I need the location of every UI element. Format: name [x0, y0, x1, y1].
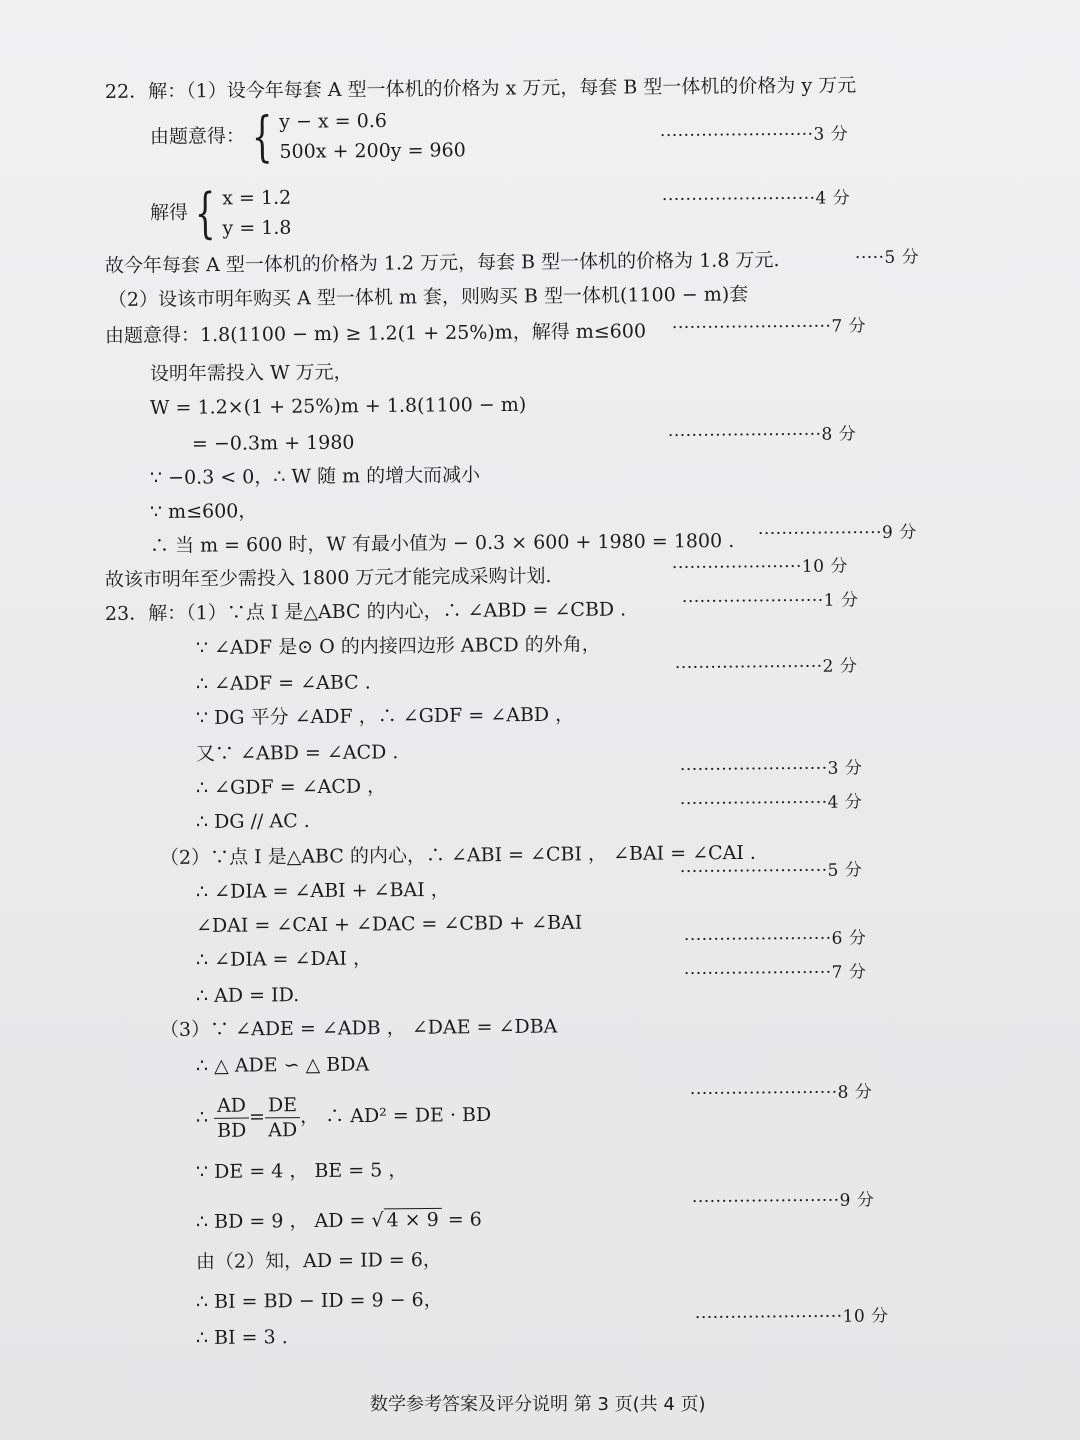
proportion-result: ， ∴ AD² = DE · BD	[300, 1103, 492, 1128]
page-footer: 数学参考答案及评分说明 第 3 页(共 4 页)	[370, 1394, 706, 1415]
q22-let-w: 设明年需投入 W 万元，	[149, 361, 353, 385]
equation-row: y = 1.8	[222, 216, 292, 240]
score-3: ·························3 分	[679, 758, 863, 780]
equation-row: x = 1.2	[222, 186, 292, 210]
score-9: ·····················9 分	[757, 522, 917, 544]
q22-part2-intro: （2）设该市明年购买 A 型一体机 m 套，则购买 B 型一体机(1100 − m)套	[107, 283, 749, 311]
q23-part3-intro: （3）∵ ∠ADE = ∠ADB ， ∠DAE = ∠DBA	[159, 1015, 558, 1041]
q23-parallel: ∴ DG // AC .	[195, 810, 310, 833]
equation-row: 500x + 200y = 960	[279, 139, 466, 163]
q22-part1-conclusion: 故今年每套 A 型一体机的价格为 1.2 万元，每套 B 型一体机的价格为 1.8 万元.	[104, 249, 780, 277]
equation-row: y − x = 0.6	[279, 109, 388, 133]
q23-proportion	[196, 1091, 492, 1143]
q22-equation-system-1	[150, 105, 466, 168]
q22-part1-intro: 22．解：（1）设今年每套 A 型一体机的价格为 x 万元，每套 B 型一体机的价格为 y 万元	[104, 74, 857, 103]
q22-inequality: 由题意得：1.8(1100 − m) ≥ 1.2(1 + 25%)m，解得 m≤600	[104, 320, 647, 347]
fraction-ad-bd	[214, 1094, 249, 1143]
q23-recall: 由（2）知，AD = ID = 6，	[195, 1248, 442, 1273]
denominator: BD	[217, 1119, 247, 1142]
q23-dia-dai: ∴ ∠DIA = ∠DAI ，	[195, 947, 373, 971]
q23-dai: ∠DAI = ∠CAI + ∠DAC = ∠CBD + ∠BAI	[195, 911, 583, 937]
q23-angle-eq: ∴ ∠ADF = ∠ABC .	[195, 671, 371, 695]
score-3: ··························3 分	[659, 124, 849, 146]
numerator: DE	[265, 1093, 300, 1118]
score-9: ·························9 分	[691, 1190, 875, 1212]
q23-ad-id: ∴ AD = ID.	[195, 984, 300, 1007]
score-8: ·························8 分	[689, 1082, 873, 1104]
numerator: AD	[214, 1094, 249, 1119]
score-10: ·························10 分	[694, 1306, 889, 1328]
score-4: ·························4 分	[679, 792, 863, 814]
q22-w-formula: W = 1.2×(1 + 25%)m + 1.8(1100 − m)	[149, 393, 527, 419]
q23-similar: ∴ △ ADE ∽ △ BDA	[195, 1053, 370, 1077]
q22-m-bound: ∵ m≤600，	[149, 500, 258, 523]
therefore-symbol: ∴	[195, 1106, 209, 1129]
score-5: ·························5 分	[679, 860, 863, 882]
system-label: 由题意得：	[149, 125, 246, 148]
q23-part1-intro: 23．解：（1）∵点 I 是△ABC 的内心，∴ ∠ABD = ∠CBD .	[104, 598, 627, 625]
q23-exterior-angle: ∵ ∠ADF 是⊙ O 的内接四边形 ABCD 的外角，	[195, 633, 601, 659]
radicand: 4 × 9	[383, 1208, 441, 1232]
left-brace: {	[251, 104, 273, 169]
bd-ad-text: ∴ BD = 9 ， AD = √	[195, 1209, 384, 1233]
score-10: ······················10 分	[671, 556, 849, 578]
q23-given-lengths: ∵ DE = 4 ， BE = 5 ，	[195, 1159, 408, 1183]
q23-part2-intro: （2）∵点 I 是△ABC 的内心，∴ ∠ABI = ∠CBI ， ∠BAI = ∠CAI .	[159, 841, 756, 869]
denominator: AD	[268, 1119, 298, 1142]
ad-result: = 6	[441, 1208, 482, 1231]
q23-dia: ∴ ∠DIA = ∠ABI + ∠BAI ，	[195, 878, 450, 903]
q22-w-simplified: = −0.3m + 1980	[191, 431, 355, 455]
score-4: ··························4 分	[661, 188, 851, 210]
equals-sign: =	[249, 1105, 266, 1129]
score-7: ···························7 分	[671, 316, 867, 338]
score-2: ·························2 分	[674, 656, 858, 678]
q22-conclusion: 故该市明年至少需投入 1800 万元才能完成采购计划.	[104, 565, 552, 591]
q23-inscribed-angle: 又∵ ∠ABD = ∠ACD .	[195, 741, 399, 765]
q23-bd-ad	[196, 1208, 482, 1234]
q23-bi-calc: ∴ BI = BD − ID = 9 − 6，	[195, 1288, 443, 1313]
left-brace: {	[194, 181, 216, 245]
q22-equation-system-2	[150, 183, 292, 244]
q23-gdf-acd: ∴ ∠GDF = ∠ACD ，	[195, 775, 387, 799]
score-6: ·························6 分	[683, 928, 867, 950]
score-5: ·····5 分	[854, 247, 920, 268]
fraction-de-ad	[265, 1093, 301, 1142]
q23-bi-result: ∴ BI = 3 .	[195, 1326, 288, 1349]
system-label: 解得	[149, 201, 189, 224]
score-1: ························1 分	[681, 590, 859, 612]
q22-minimum: ∴ 当 m = 600 时，W 有最小值为 − 0.3 × 600 + 1980 = 1800 .	[149, 529, 735, 557]
q22-decreasing: ∵ −0.3 < 0，∴ W 随 m 的增大而减小	[149, 464, 481, 489]
score-7: ·························7 分	[683, 962, 867, 984]
q23-bisector: ∵ DG 平分 ∠ADF ，∴ ∠GDF = ∠ABD ，	[195, 703, 575, 729]
score-8: ··························8 分	[667, 424, 857, 446]
